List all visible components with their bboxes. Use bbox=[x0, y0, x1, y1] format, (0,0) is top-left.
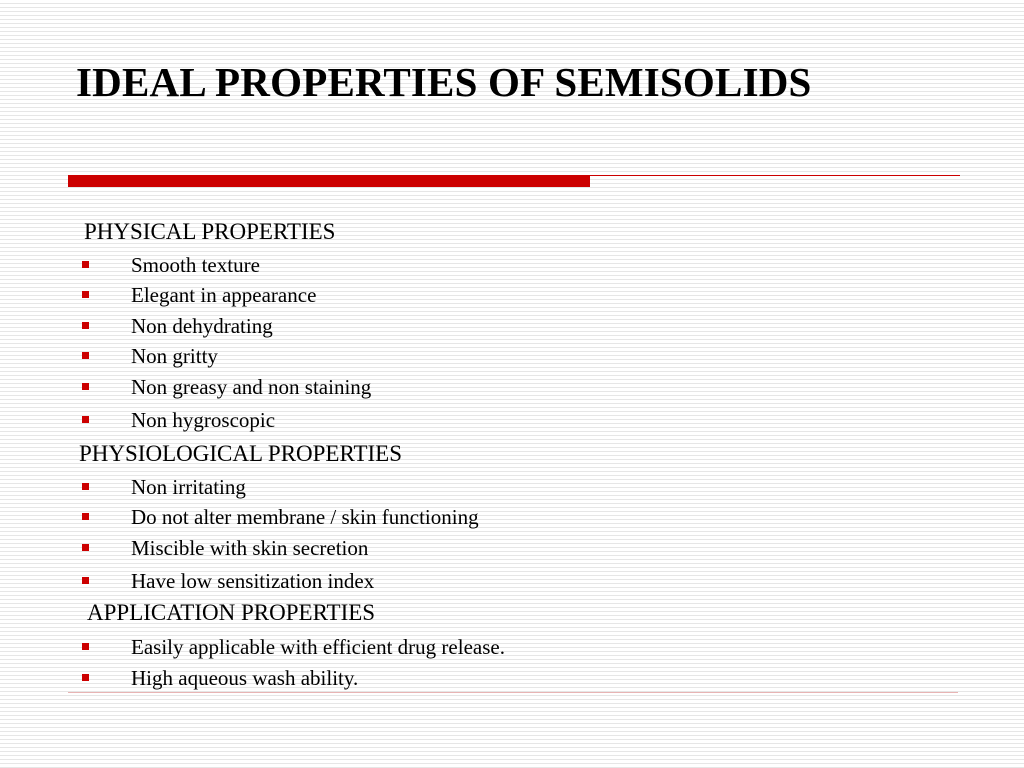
section-heading-application: APPLICATION PROPERTIES bbox=[87, 600, 376, 625]
square-bullet-icon bbox=[82, 383, 89, 390]
list-item-text: Elegant in appearance bbox=[131, 283, 317, 307]
list-item-text: Have low sensitization index bbox=[131, 569, 375, 593]
square-bullet-icon bbox=[82, 322, 89, 329]
section-heading-physical: PHYSICAL PROPERTIES bbox=[84, 219, 336, 244]
square-bullet-icon bbox=[82, 416, 89, 423]
square-bullet-icon bbox=[82, 352, 89, 359]
list-item-text: Smooth texture bbox=[131, 253, 260, 277]
list-item-text: Non irritating bbox=[131, 475, 246, 499]
square-bullet-icon bbox=[82, 544, 89, 551]
square-bullet-icon bbox=[82, 674, 89, 681]
list-item-text: Non gritty bbox=[131, 344, 218, 368]
list-item-text: Non dehydrating bbox=[131, 314, 273, 338]
list-item-text: Easily applicable with efficient drug release. bbox=[131, 635, 505, 659]
list-item-text: Non hygroscopic bbox=[131, 408, 276, 432]
footer-divider bbox=[68, 692, 958, 693]
section-heading-physiological: PHYSIOLOGICAL PROPERTIES bbox=[79, 441, 402, 466]
square-bullet-icon bbox=[82, 643, 89, 650]
list-item-text: Miscible with skin secretion bbox=[131, 536, 369, 560]
square-bullet-icon bbox=[82, 261, 89, 268]
slide-title: IDEAL PROPERTIES OF SEMISOLIDS bbox=[76, 59, 812, 105]
list-item-text: High aqueous wash ability. bbox=[131, 666, 359, 690]
square-bullet-icon bbox=[82, 513, 89, 520]
square-bullet-icon bbox=[82, 483, 89, 490]
square-bullet-icon bbox=[82, 291, 89, 298]
list-item-text: Non greasy and non staining bbox=[131, 375, 372, 399]
list-item-text: Do not alter membrane / skin functioning bbox=[131, 505, 479, 529]
square-bullet-icon bbox=[82, 577, 89, 584]
